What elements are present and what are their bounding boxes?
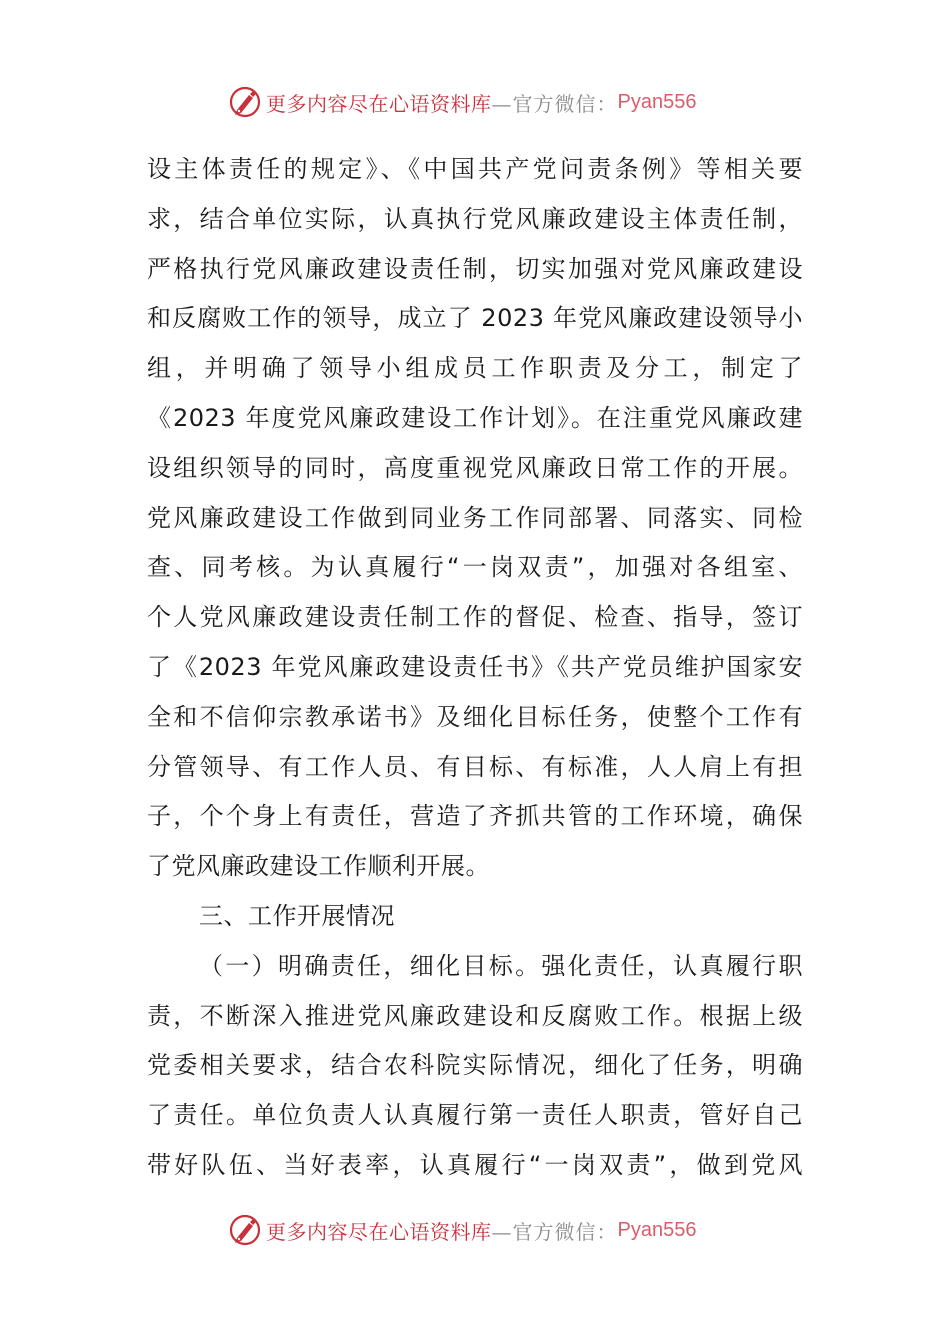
footer-wechat-label: —官方微信： [491, 1219, 618, 1244]
body-line: 了党风廉政建设工作顺利开展。 [147, 852, 490, 881]
header-brand-text: 更多内容尽在心语资料库 [266, 91, 492, 116]
body-line: 设组织领导的同时，高度重视党风廉政日常工作的开展。 [147, 453, 803, 482]
footer-brand-text: 更多内容尽在心语资料库 [266, 1219, 492, 1244]
body-line: 责，不断深入推进党风廉政建设和反腐败工作。根据上级 [147, 1001, 803, 1030]
body-line: 求，结合单位实际，认真执行党风廉政建设主体责任制， [147, 204, 803, 233]
body-line: 了责任。单位负责人认真履行第一责任人职责，管好自己 [147, 1101, 803, 1130]
body-line: 组，并明确了领导小组成员工作职责及分工，制定了 [147, 354, 803, 383]
body-line: 党委相关要求，结合农科院实际情况，细化了任务，明确 [147, 1051, 803, 1080]
body-line: 全和不信仰宗教承诺书》及细化目标任务，使整个工作有 [147, 702, 803, 731]
header-wechat-id: Pyan556 [617, 90, 697, 113]
body-line: 子，个个身上有责任，营造了齐抓共管的工作环境，确保 [147, 802, 803, 831]
section-heading: 三、工作开展情况 [199, 901, 395, 930]
header-banner [228, 85, 696, 119]
footer-banner [228, 1213, 696, 1247]
body-line: 党风廉政建设工作做到同业务工作同部署、同落实、同检 [147, 503, 803, 532]
body-line: 带好队伍、当好表率，认真履行“一岗双责”，做到党风 [147, 1150, 803, 1179]
body-line: （一）明确责任，细化目标。强化责任，认真履行职 [199, 951, 803, 980]
body-line: 查、同考核。为认真履行“一岗双责”，加强对各组室、 [147, 553, 803, 582]
pen-logo-icon [228, 1213, 262, 1247]
pen-logo-icon [228, 85, 262, 119]
body-line: 分管领导、有工作人员、有目标、有标准，人人肩上有担 [147, 752, 803, 781]
body-line: 设主体责任的规定》、《中国共产党问责条例》等相关要 [147, 155, 803, 183]
body-line: 个人党风廉政建设责任制工作的督促、检查、指导，签订 [147, 603, 803, 632]
body-line: 了《2023 年党风廉政建设责任书》《共产党员维护国家安 [147, 652, 803, 681]
body-line: 《2023 年度党风廉政建设工作计划》。在注重党风廉政建 [147, 403, 803, 432]
footer-wechat-id: Pyan556 [617, 1218, 697, 1241]
header-wechat-label: —官方微信： [491, 91, 618, 116]
body-line: 严格执行党风廉政建设责任制，切实加强对党风廉政建设 [147, 254, 803, 283]
document-body [147, 145, 803, 1191]
body-line: 和反腐败工作的领导，成立了 2023 年党风廉政建设领导小 [147, 304, 803, 333]
